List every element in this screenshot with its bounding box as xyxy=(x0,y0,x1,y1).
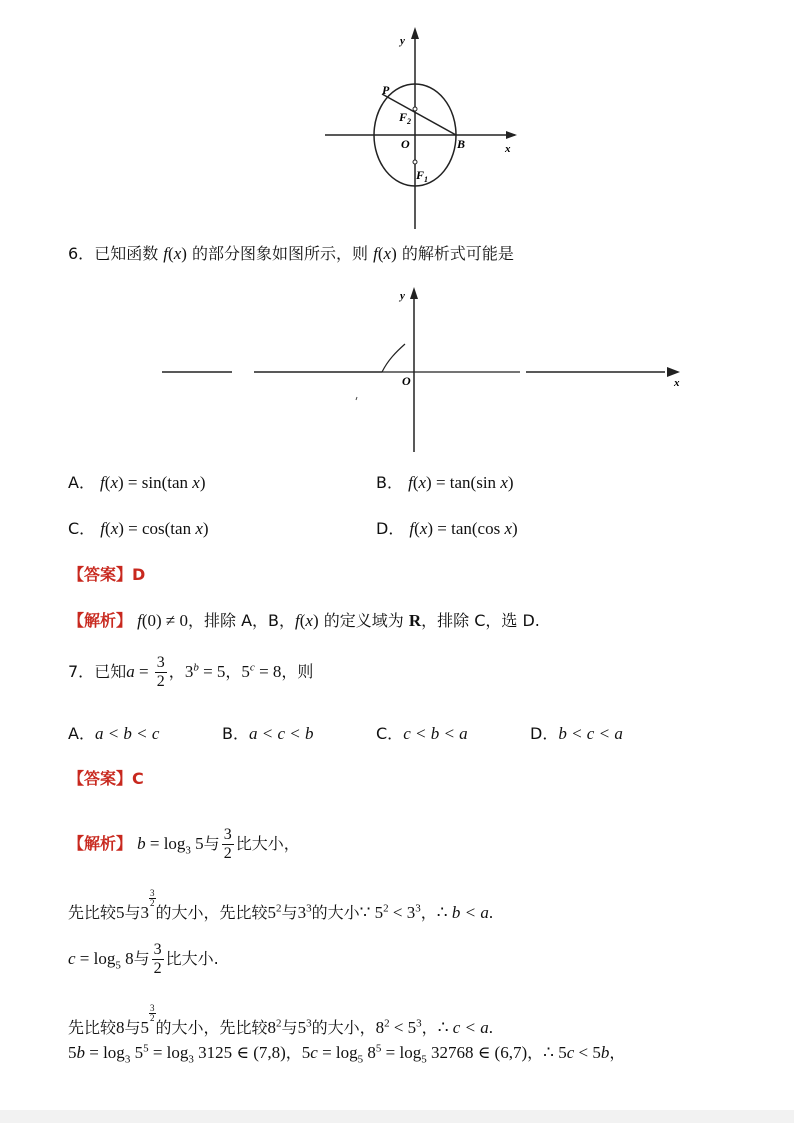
q7-option-b[interactable]: B．a < c < b xyxy=(222,724,314,743)
q7-analysis-line1: 【解析】 $b = \log_3 5$与 $\frac{3}{2}$ 比大小， xyxy=(68,826,300,862)
q6-analysis: 【解析】 f(0) ≠ 0，排除 A，B，f(x) 的定义域为 R，排除 C，选 D. xyxy=(68,611,540,630)
svg-text:O: O xyxy=(401,137,410,151)
q7-option-a[interactable]: A．a < b < c xyxy=(68,724,160,743)
q6-option-c[interactable]: C． f(x) = cos(tan x) xyxy=(68,519,209,538)
q7-answer: 【答案】C xyxy=(68,769,144,788)
svg-text:x: x xyxy=(674,377,680,389)
q6-option-b[interactable]: B． f(x) = tan(sin x) xyxy=(376,473,514,492)
q7-option-d[interactable]: D．b < c < a xyxy=(530,724,623,743)
q6-option-d[interactable]: D． f(x) = tan(cos x) xyxy=(376,519,518,538)
svg-text:y: y xyxy=(400,35,405,47)
q7-option-c[interactable]: C．c < b < a xyxy=(376,724,468,743)
q7-analysis-line3: $c = \log_5 8$与 $\frac{3}{2}$ 比大小. xyxy=(68,941,219,977)
q6-option-a[interactable]: A． f(x) = sin(tan x) xyxy=(68,473,206,492)
function-graph-figure xyxy=(160,284,690,456)
svg-text:y: y xyxy=(400,290,405,302)
svg-text:x: x xyxy=(505,143,511,155)
svg-text:P: P xyxy=(382,83,390,97)
svg-text:F: F xyxy=(399,110,408,124)
svg-text:O: O xyxy=(402,374,411,388)
q7-analysis-line2: 先比较5与3 $\frac{3}{2}$ 的大小，先比较$5^2$与$3^3$的大小∵ $5^2 < 3^3$，∴ b < a. xyxy=(68,888,494,922)
svg-text:2: 2 xyxy=(407,117,411,126)
q7-stem: 7．已知a = $\frac{3}{2}$ ，$3^b = 5$，$5^c = 8$，则 xyxy=(68,654,314,690)
page-bottom-bar xyxy=(0,1110,794,1123)
ellipse-figure xyxy=(320,24,530,234)
svg-text:1: 1 xyxy=(424,175,428,184)
svg-text:B: B xyxy=(457,137,466,151)
q6-stem: 6．已知函数 f(x) 的部分图象如图所示，则 f(x) 的解析式可能是 xyxy=(68,244,514,263)
q7-analysis-line5: $5b = \log_3 5^5 = \log_3 3125$ ∈ (7,8)，$5c = \log_5 8^5 = \log_5 32768$ ∈ (6,7)，∴ 5c < 5b， xyxy=(68,1042,626,1066)
svg-text:F: F xyxy=(416,168,425,182)
q6-answer: 【答案】D xyxy=(68,565,146,584)
q7-analysis-line4: 先比较8与5 $\frac{3}{2}$ 的大小，先比较$8^2$与$5^3$的大小，$8^2 < 5^3$，∴ c < a. xyxy=(68,1003,494,1037)
